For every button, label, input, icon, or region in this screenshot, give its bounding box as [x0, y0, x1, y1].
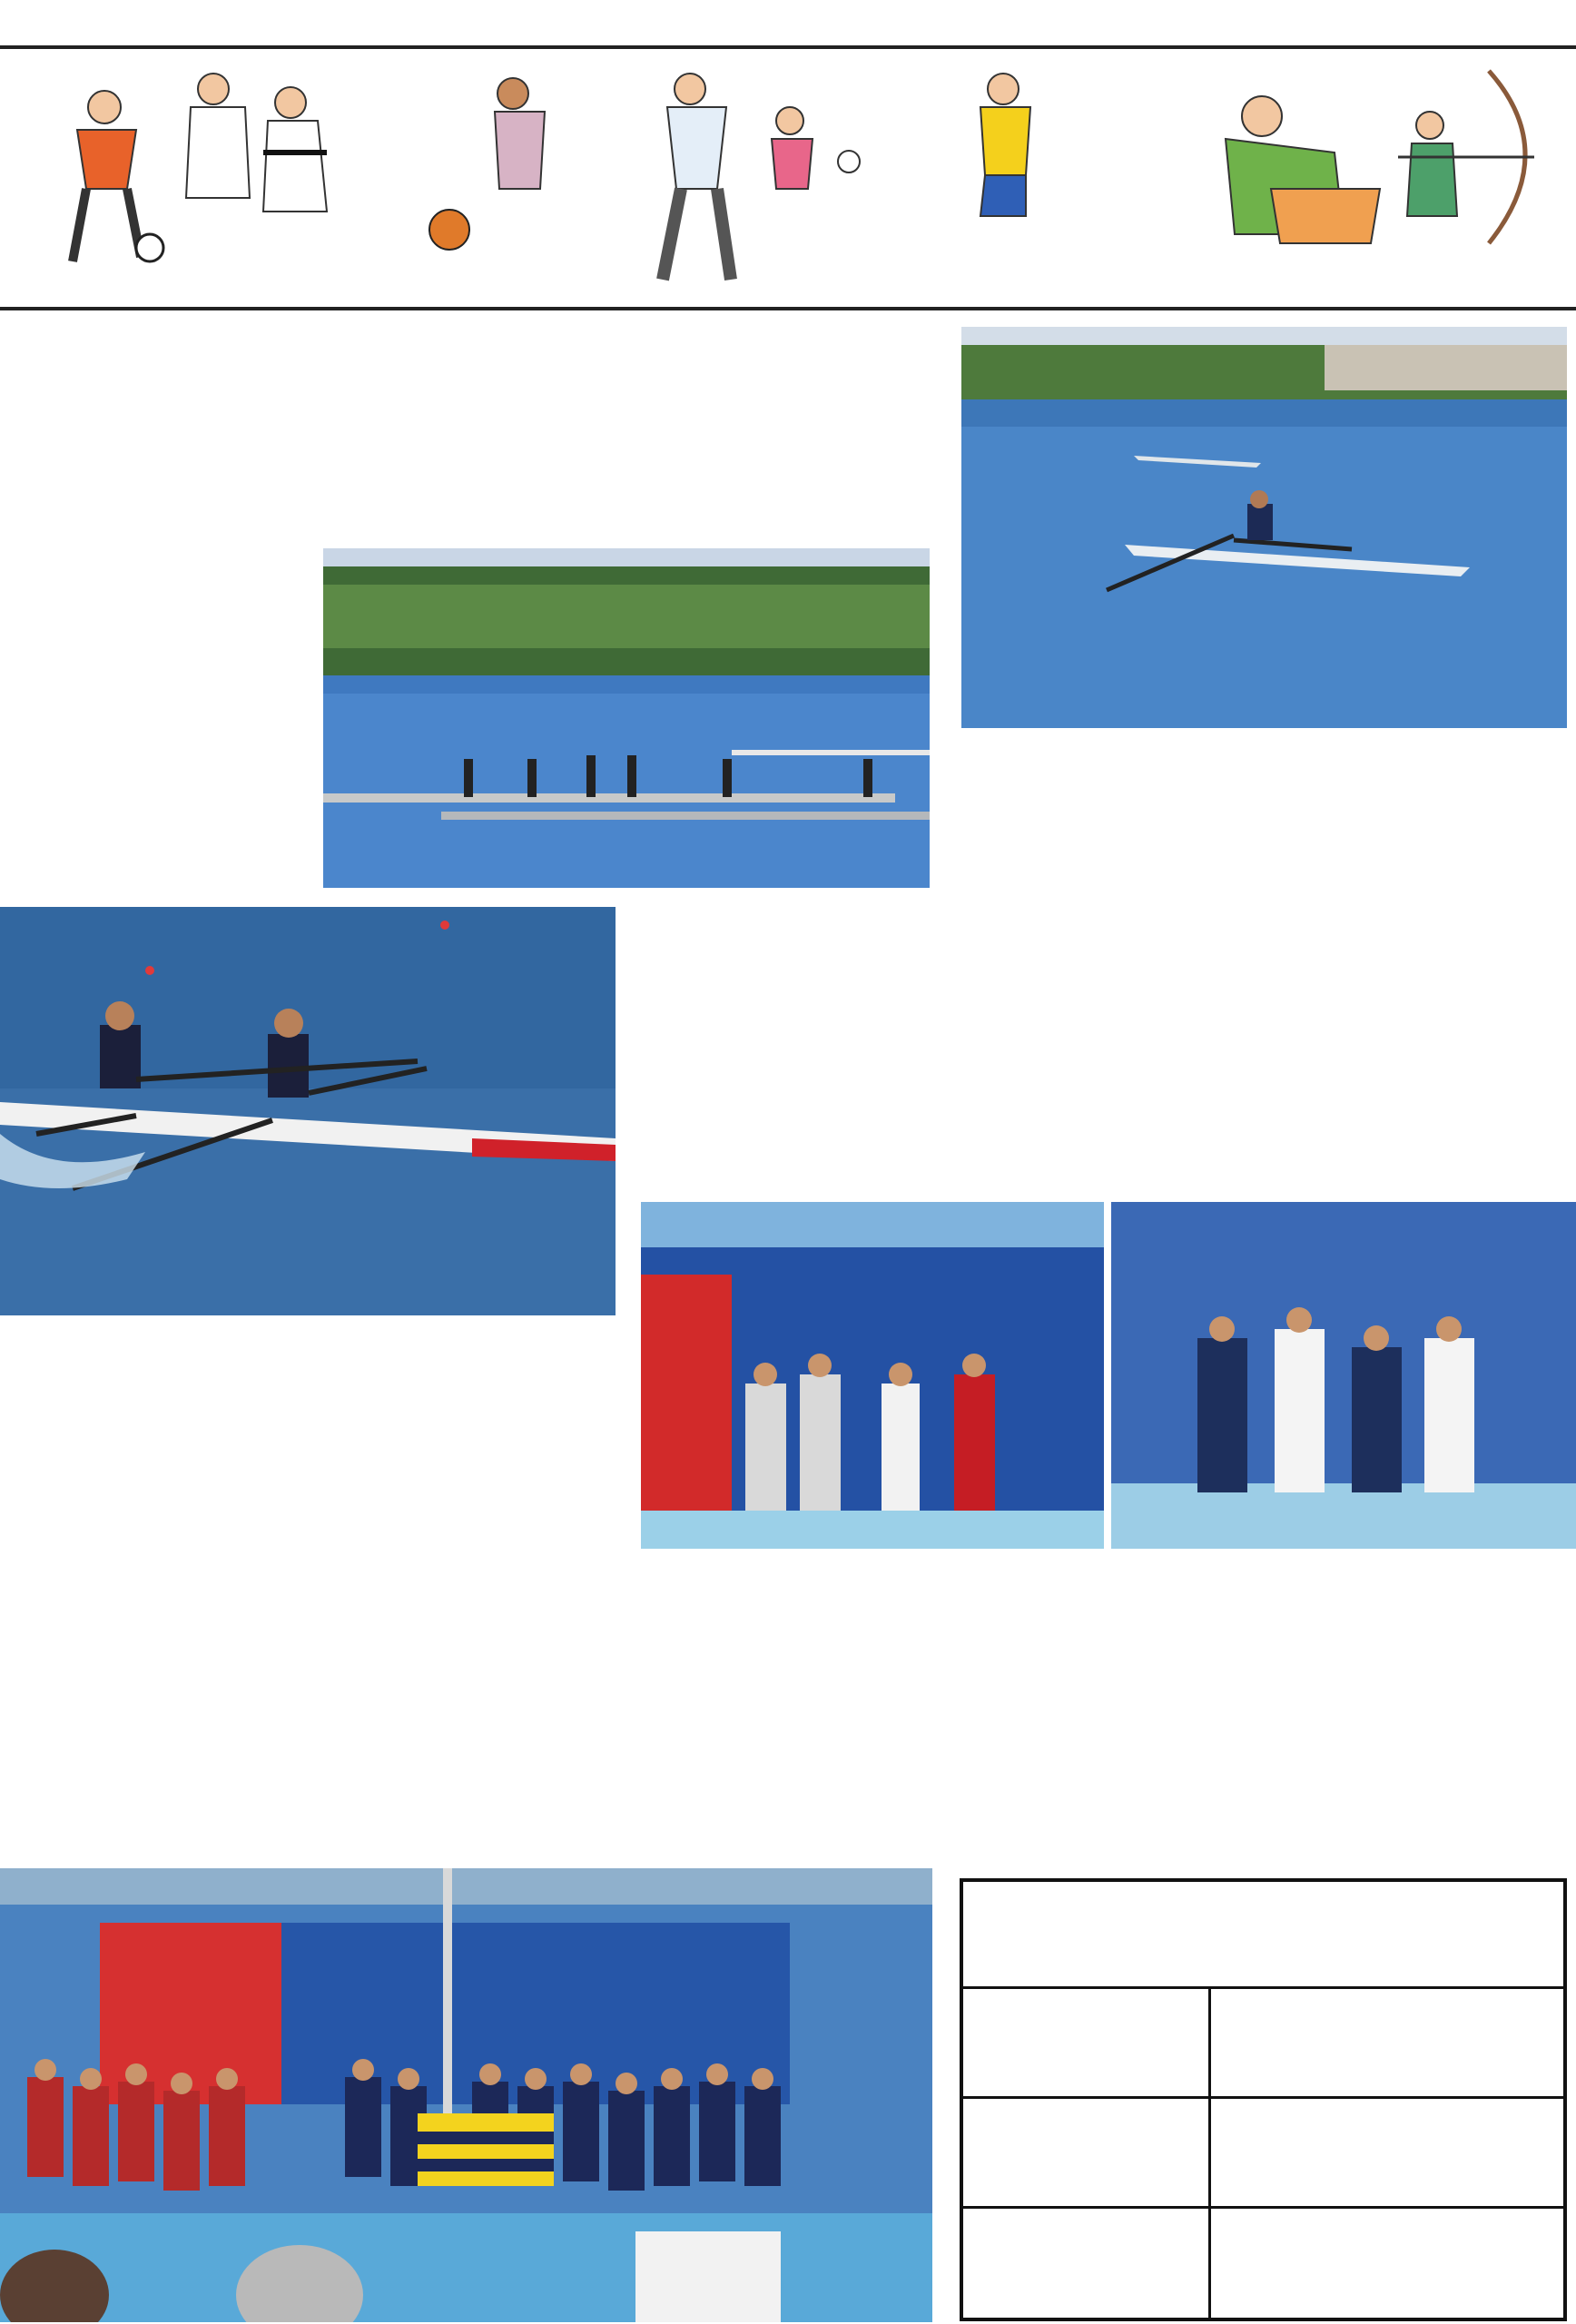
sports-banner [0, 53, 1576, 307]
photo-award-group-2 [1111, 1202, 1576, 1549]
duty-pharmacies-box [960, 1878, 1567, 2321]
basketball-figure [429, 78, 545, 250]
wrestlers-figure [1226, 96, 1380, 243]
header-rule [0, 45, 1576, 49]
pharmacy-row [963, 2206, 1563, 2320]
photo-rowing-lake [323, 548, 930, 888]
judo-figures [186, 74, 327, 212]
archer-figure [1398, 71, 1534, 243]
pharmacy-divider [1208, 1986, 1211, 2318]
referee-figure [663, 74, 731, 280]
photo-single-sculler [961, 327, 1567, 728]
pharmacy-row [963, 2096, 1563, 2206]
runner-10-figure [980, 74, 1030, 216]
pharmacy-row [963, 1986, 1563, 2096]
photo-double-scull [0, 907, 616, 1315]
photo-award-group-1 [641, 1202, 1104, 1549]
banner-rule [0, 307, 1576, 310]
runner-female-figure [772, 107, 860, 189]
footballer-figure [73, 91, 163, 261]
photo-team-ceremony [0, 1868, 932, 2322]
